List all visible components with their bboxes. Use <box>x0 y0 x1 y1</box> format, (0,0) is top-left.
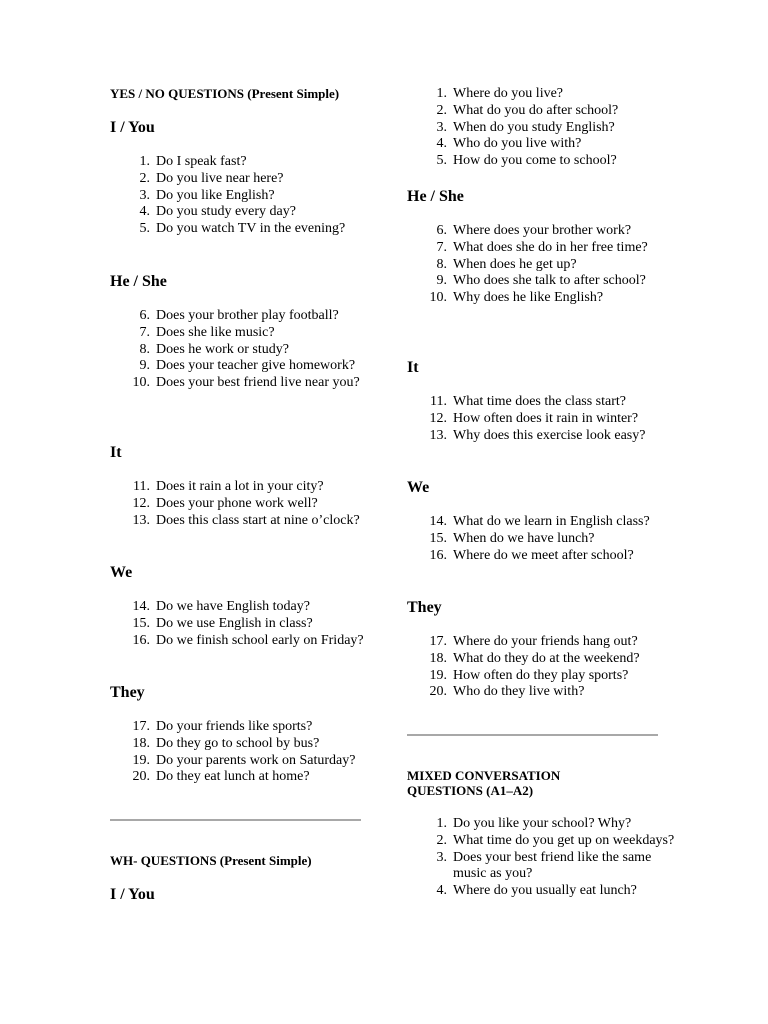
list-item: 14. What do we learn in English class? <box>429 514 650 529</box>
list-item: 6. Where does your brother work? <box>436 223 632 238</box>
list-item: 13. Does this class start at nine o’clock? <box>132 512 360 528</box>
heading-they: They <box>110 684 145 701</box>
list-item: 18. What do they do at the weekend? <box>429 650 640 666</box>
yes-no-list-it <box>110 479 370 529</box>
list-item: 16. Where do we meet after school? <box>429 547 634 563</box>
list-item: 4. Do you study every day? <box>139 204 296 220</box>
list-item: 19. Do your parents work on Saturday? <box>132 752 356 768</box>
heading-we: We <box>110 564 133 581</box>
list-item: 12. How often does it rain in winter? <box>429 410 639 426</box>
list-item: 2. What time do you get up on weekdays? <box>436 832 675 848</box>
list-item: 14. Do we have English today? <box>132 599 310 614</box>
list-item: 9. Who does she talk to after school? <box>436 273 646 289</box>
list-item: 16. Do we finish school early on Friday? <box>132 632 364 648</box>
wh-list-i-you <box>407 86 667 170</box>
list-item: 3. Does your best friend like the same music as you? <box>436 849 652 882</box>
yes-no-list-we <box>110 599 370 649</box>
yes-no-list-i-you <box>110 154 370 238</box>
list-item: 3. When do you study English? <box>436 119 615 135</box>
list-item: 12. Does your phone work well? <box>132 495 318 511</box>
list-item: 17. Where do your friends hang out? <box>429 634 638 649</box>
list-item: 5. Do you watch TV in the evening? <box>139 221 346 237</box>
list-item: 7. What does she do in her free time? <box>436 239 648 255</box>
heading-he-she-wh: He / She <box>407 188 464 205</box>
list-item: 10. Does your best friend live near you? <box>132 375 360 391</box>
list-item: 9. Does your teacher give homework? <box>139 358 356 374</box>
list-item: 8. When does he get up? <box>436 256 577 272</box>
list-item: 15. When do we have lunch? <box>429 530 595 546</box>
list-item: 11. What time does the class start? <box>430 394 626 409</box>
list-item: 5. How do you come to school? <box>436 153 617 169</box>
list-item: 11. Does it rain a lot in your city? <box>133 479 324 494</box>
wh-section-title: WH- QUESTIONS (Present Simple) <box>110 853 312 868</box>
list-item: 15. Do we use English in class? <box>132 615 313 631</box>
list-item: 20. Do they eat lunch at home? <box>132 769 310 785</box>
heading-it: It <box>110 444 122 461</box>
yes-no-list-he-she <box>110 308 370 392</box>
list-item: 1. Do you like your school? Why? <box>436 816 632 831</box>
list-item: 8. Does he work or study? <box>139 341 289 357</box>
heading-he-she: He / She <box>110 273 167 290</box>
section-divider <box>110 819 361 821</box>
list-item: 17. Do your friends like sports? <box>132 719 313 734</box>
list-item: 20. Who do they live with? <box>429 684 585 700</box>
list-item: 10. Why does he like English? <box>429 290 604 306</box>
list-item: 4. Who do you live with? <box>436 136 582 152</box>
heading-it-wh: It <box>407 359 419 376</box>
list-item: 2. What do you do after school? <box>436 102 619 118</box>
wh-list-they <box>407 634 667 701</box>
yes-no-section-title: YES / NO QUESTIONS (Present Simple) <box>110 86 340 101</box>
wh-list-we <box>407 514 667 564</box>
list-item: 4. Where do you usually eat lunch? <box>436 883 637 899</box>
mixed-questions-list <box>407 816 675 900</box>
list-item: 13. Why does this exercise look easy? <box>429 427 646 443</box>
heading-we-wh: We <box>407 479 430 496</box>
list-item: 3. Do you like English? <box>139 187 275 203</box>
heading-they-wh: They <box>407 599 442 616</box>
list-item: 1. Do I speak fast? <box>139 154 247 169</box>
wh-list-it <box>407 394 667 444</box>
list-item: 7. Does she like music? <box>139 324 275 340</box>
list-item: 19. How often do they play sports? <box>429 667 629 683</box>
wh-list-he-she <box>407 223 667 307</box>
yes-no-list-they <box>110 719 370 786</box>
list-item: 1. Where do you live? <box>436 86 564 101</box>
list-item: 6. Does your brother play football? <box>139 308 339 323</box>
section-divider <box>407 734 658 736</box>
list-item: 18. Do they go to school by bus? <box>132 735 320 751</box>
heading-i-you-wh: I / You <box>110 886 155 903</box>
list-item: 2. Do you live near here? <box>139 170 284 186</box>
mixed-section-title: MIXED CONVERSATION QUESTIONS (A1–A2) <box>407 768 561 798</box>
heading-i-you: I / You <box>110 119 155 136</box>
